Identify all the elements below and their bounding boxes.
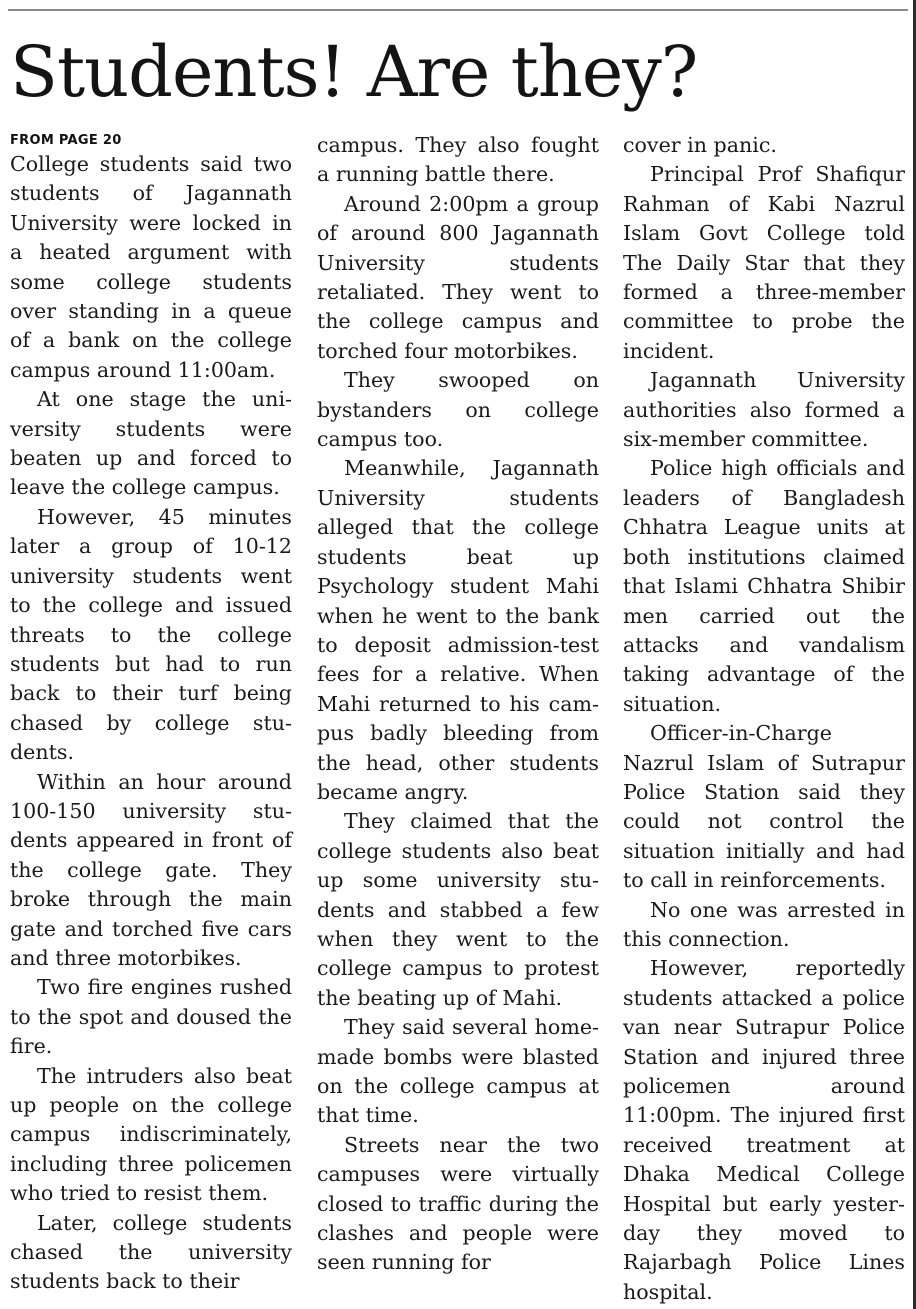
paragraph: They swooped on bystanders on college campus too.	[317, 368, 599, 452]
paragraph: campus. They also fought a running battle there.	[317, 133, 599, 187]
article-column-3	[623, 131, 905, 1307]
article-column-1	[10, 132, 292, 1297]
paragraph: Police high officials and leaders of Bangladesh Chhatra League units at both institutions claimed that Islami Chhatra Shibir men carried out the attacks and vandalism taking advantage of the situation.	[623, 456, 905, 716]
paragraph: Later, college students chased the university students back to their	[10, 1210, 292, 1294]
paragraph: College students said two students of Jagannath University were locked in a heated argument with some college students over standing in a queue of a bank on the college campus around 11:00am.	[10, 152, 292, 382]
paragraph: Within an hour around 100-150 university students appeared in front of the college gate. They broke through the main gate and torched five cars and three motorbikes.	[10, 769, 292, 970]
paragraph: cover in panic.	[623, 133, 777, 157]
article-column-2	[317, 131, 599, 1278]
paragraph: Principal Prof Shafiqur Rahman of Kabi Nazrul Islam Govt College told The Daily Star that they formed a three-member committee to probe the incident.	[623, 162, 905, 363]
headline: Students! Are they?	[10, 31, 698, 113]
paragraph: Two fire engines rushed to the spot and doused the fire.	[10, 975, 292, 1059]
paragraph: Around 2:00pm a group of around 800 Jagannath University students retaliated. They went to the college campus and torched four motorbikes.	[317, 191, 599, 363]
top-rule	[8, 9, 908, 11]
paragraph: They claimed that the college students also beat up some university students and stabbed a few when they went to the college campus to protest the beating up of Mahi.	[317, 809, 599, 1010]
paragraph: No one was arrested in this connection.	[623, 897, 905, 951]
paragraph: Meanwhile, Jagannath University students alleged that the college students beat up Psychology student Mahi when he went to the bank to deposit admission-test fees for a relative. When Mahi returned to his campus badly bleeding from the head, other students became angry.	[317, 456, 599, 804]
paragraph: At one stage the university students were beaten up and forced to leave the college campus.	[10, 387, 292, 500]
paragraph: Streets near the two campuses were virtually closed to traffic during the clashes and people were seen running for	[317, 1132, 599, 1275]
paragraph: Officer-in-Charge Nazrul Islam of Sutrapur Police Station said they could not control the situation initially and had to call in reinforcements.	[623, 721, 905, 893]
continuation-kicker: FROM PAGE 20	[10, 133, 122, 148]
paragraph: However, reportedly students attacked a police van near Sutrapur Police Station and injured three policemen around 11:00pm. The injured first received treatment at Dhaka Medical College Hospital but early yesterday they moved to Rajarbagh Police Lines hospital.	[623, 956, 905, 1304]
paragraph: However, 45 minutes later a group of 10-12 university students went to the college and issued threats to the college students but had to run back to their turf being chased by college students.	[10, 504, 292, 765]
paragraph: They said several home-made bombs were blasted on the college campus at that time.	[317, 1015, 599, 1128]
paragraph: Jagannath University authorities also formed a six-member committee.	[623, 368, 905, 452]
paragraph: The intruders also beat up people on the college campus indiscriminately, including three policemen who tried to resist them.	[10, 1063, 292, 1206]
